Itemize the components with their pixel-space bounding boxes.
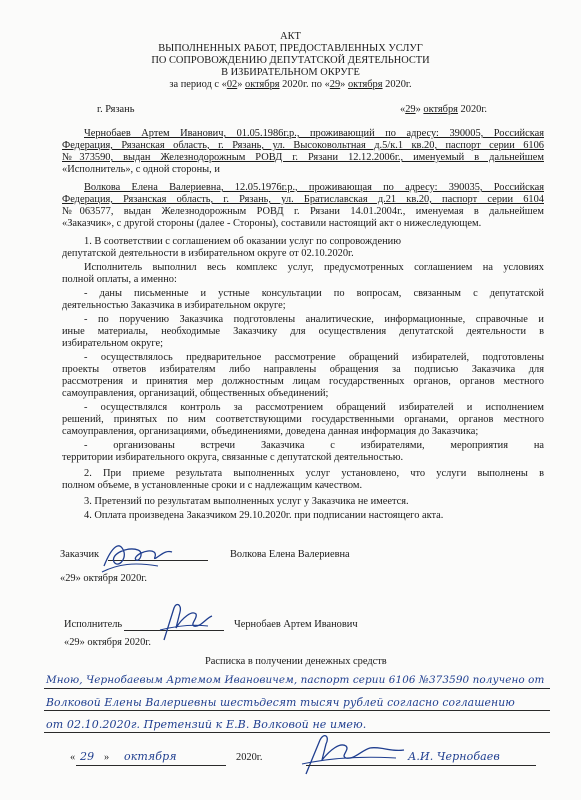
receipt-handwritten-line: Мною, Чернобаевым Артемом Ивановичем, паспорт серии 6106 №373590 получено от (46, 674, 545, 686)
body-line: иные материалы, необходимые Заказчику для осуществления депутатской деятельности в (62, 326, 544, 337)
receipt-line-rule (44, 710, 550, 711)
executor-sign-date: «29» октября 2020г. (64, 637, 151, 648)
city: г. Рязань (97, 104, 135, 115)
executor-line: «Исполнитель», с одной стороны, и (62, 164, 220, 175)
period-start-day: 02 (226, 79, 238, 90)
receipt-sign-rule (306, 765, 536, 766)
receipt-handwritten-line: Волковой Елены Валериевны шестьдесят тысяч рублей согласно соглашению (46, 696, 515, 709)
receipt-date-year: 2020г. (236, 752, 263, 763)
body-line: избирательном округе; (62, 338, 163, 349)
period-end-day: 29 (329, 79, 341, 90)
customer-sign-date: «29» октября 2020г. (60, 573, 147, 584)
body-line: 1. В соответствии с соглашением об оказании услуг по сопровождению (84, 236, 401, 247)
executor-line: Чернобаев Артем Иванович, 01.05.1986г.р., проживающий по адресу: 390005, Российская (84, 128, 544, 139)
executor-line: №373590, выдан Железнодорожным РОВД г. Рязани 12.12.2006г., именуемый в дальнейшем (62, 152, 544, 163)
body-line: территории избирательного округа, связанные с депутатской деятельностью. (62, 452, 404, 463)
receipt-date-day: 29 (80, 750, 95, 763)
act-subtitle-line-2: ПО СОПРОВОЖДЕНИЮ ДЕПУТАТСКОЙ ДЕЯТЕЛЬНОСТИ (151, 55, 430, 66)
act-title: АКТ (280, 31, 301, 42)
body-line: полном объеме, в установленные сроки и с надлежащим качеством. (62, 480, 363, 491)
body-line: самоуправления, организаций, общественных объединений; (62, 388, 329, 399)
body-line: решений, принятых по ним соответствующими государственными органами, органов местного (62, 414, 544, 425)
customer-line: Федерация, Рязанская область, г. Рязань, ул. Братиславская д.21 кв.20, паспорт серии 6104 (62, 194, 544, 205)
act-subtitle-line-1: ВЫПОЛНЕННЫХ РАБОТ, ПРЕДОСТАВЛЕННЫХ УСЛУГ (158, 43, 423, 54)
customer-line: №063577, выдан Железнодорожным РОВД г. Рязани 14.01.2004г., именуемая в дальнейшем (62, 206, 544, 217)
receipt-signed-name: А.И. Чернобаев (408, 750, 500, 763)
period-start-month: октября (245, 79, 280, 90)
receipt-title: Расписка в получении денежных средств (205, 656, 387, 667)
body-line: - по поручению Заказчика подготовлены аналитические, информационные, справочные и (84, 314, 544, 325)
receipt-date-close: » (104, 752, 110, 763)
customer-line: «Заказчик», с другой стороны (далее - Стороны), составили настоящий акт о нижеследующем. (62, 218, 482, 229)
receipt-date-rule (76, 765, 226, 766)
customer-line: Волкова Елена Валериевна, 12.05.1976г.р., проживающая по адресу: 390035, Российская (84, 182, 544, 193)
executor-signature (156, 600, 216, 646)
act-period: за период с «02» октября 2020г. по «29» октября 2020г. (169, 79, 412, 90)
body-line: - осуществлялся контроль за рассмотрением обращений избирателей и исполнением (84, 402, 544, 413)
body-line: самоуправления, организациями, объединениями, доведена данная информация до Заказчика; (62, 426, 479, 437)
receipt-date-open: « (70, 752, 76, 763)
receipt-line-rule (44, 688, 550, 689)
act-date: «29» октября 2020г. (400, 104, 488, 115)
receipt-handwritten-line: от 02.10.2020г. Претензий к Е.В. Волковой не имею. (46, 718, 367, 731)
customer-signature (98, 536, 178, 576)
receipt-date-month: октября (124, 750, 177, 763)
body-line: Исполнитель выполнил весь комплекс услуг, предусмотренных соглашением на условиях (84, 262, 544, 273)
body-line: 3. Претензий по результатам выполненных услуг у Заказчика не имеется. (84, 496, 409, 507)
body-line: депутатской деятельности в избирательном округе от 02.10.2020г. (62, 248, 354, 259)
act-subtitle-line-3: В ИЗБИРАТЕЛЬНОМ ОКРУГЕ (221, 67, 360, 78)
receipt-signature (300, 730, 410, 780)
body-line: 4. Оплата произведена Заказчиком 29.10.2020г. при подписании настоящего акта. (84, 510, 444, 521)
body-line: рассмотрения и принятия мер должностным лицам государственных органов, органов местного (62, 376, 544, 387)
body-line: полной оплаты, а именно: (62, 274, 177, 285)
body-line: - даны письменные и устные консультации по вопросам, связанным с депутатской (84, 288, 544, 299)
executor-name: Чернобаев Артем Иванович (234, 619, 358, 630)
body-line: деятельностью Заказчика в избирательном округе; (62, 300, 286, 311)
executor-sign-label: Исполнитель (64, 619, 123, 630)
receipt-line-rule (44, 732, 550, 733)
executor-line: Федерация, Рязанская область, г. Рязань, ул. Высоковольтная д.5/к.1 кв.20, паспорт серии 6106 (62, 140, 544, 151)
period-end-month: октября (347, 79, 383, 90)
body-line: 2. При приеме результата выполненных услуг установлено, что услуги выполнены в (84, 468, 544, 479)
customer-name: Волкова Елена Валериевна (230, 549, 350, 560)
body-line: проекты ответов избирателям либо направлены обращения за подписью Заказчика для (62, 364, 544, 375)
customer-sign-label: Заказчик (60, 549, 100, 560)
body-line: - организованы встречи Заказчика с избирателями, мероприятия на (84, 440, 544, 451)
body-line: - осуществлялось предварительное рассмотрение обращений избирателей, подготовлены (84, 352, 544, 363)
